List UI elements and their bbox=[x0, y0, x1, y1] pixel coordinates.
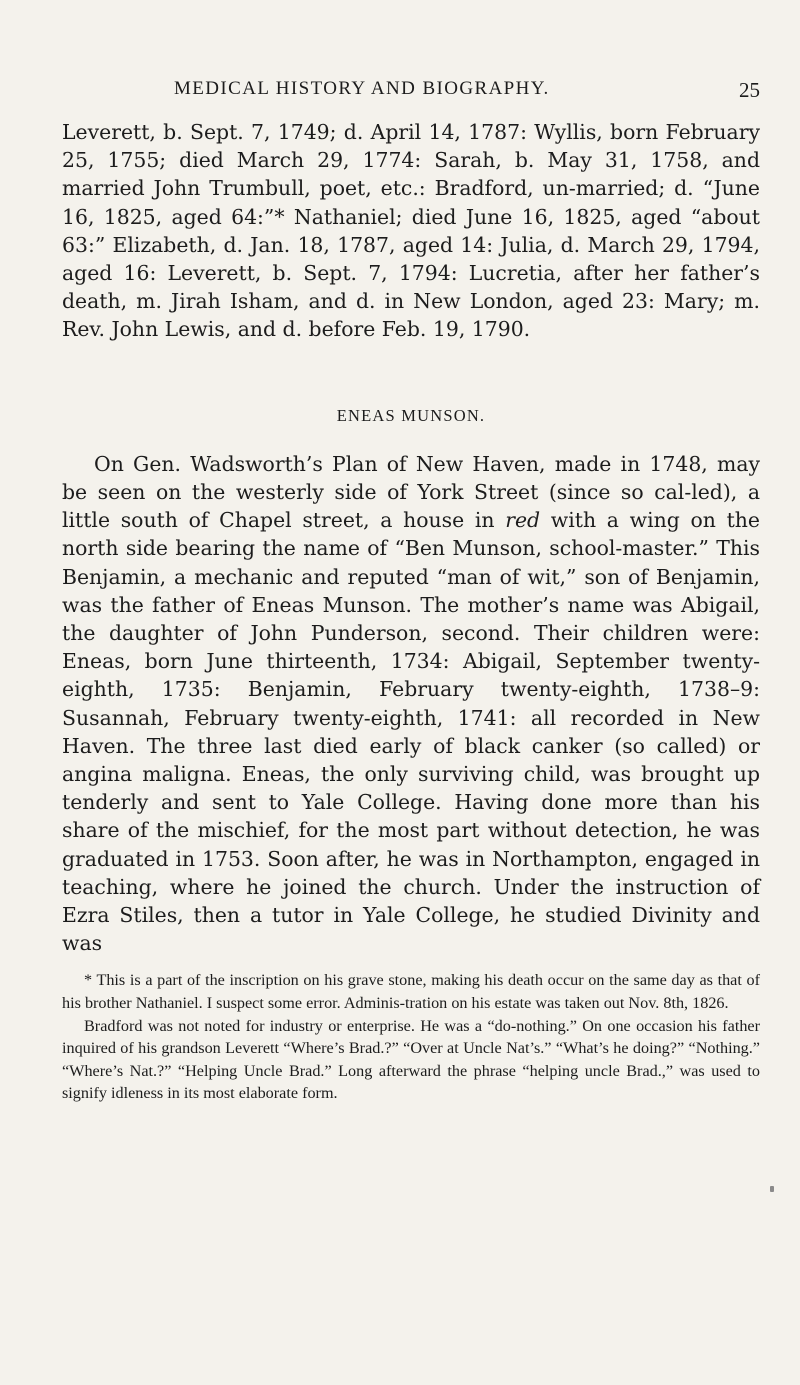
footnote-bradford: Bradford was not noted for industry or enterprise. He was a “do-nothing.” On one occasion his father inquired of his grandson Leverett “Where’s Brad.?” “Over at Uncle Nat’s.” “What’s he doing?” “Nothing.” “Where’s Nat.?” “Helping Uncle Brad.” Long afterward the phrase “helping uncle Brad.,” was used to signify idleness in its most elaborate form. bbox=[62, 1016, 760, 1103]
running-head bbox=[62, 78, 760, 112]
italic-word-red: red bbox=[505, 508, 541, 533]
footnote-grave-stone: * This is a part of the inscription on his grave stone, making his death occur on the same day as that of his brother Nathaniel. I suspect some error. Adminis-tration on his estate was taken out Nov. 8th, 1826. bbox=[62, 971, 760, 1013]
footnotes bbox=[62, 969, 760, 1105]
body-text bbox=[62, 118, 760, 957]
page-number: 25 bbox=[739, 78, 760, 102]
opening-paragraph: Leverett, b. Sept. 7, 1749; d. April 14, 1787: Wyllis, born February 25, 1755; died March 29, 1774: Sarah, b. May 31, 1758, and married John Trumbull, poet, etc.: Bradford, un-married; d. “June 16, 1825, aged 64:”* Nathaniel; died June 16, 1825, aged “about 63:” Elizabeth, d. Jan. 18, 1787, aged 14: Julia, d. March 29, 1794, aged 16: Leverett, b. Sept. 7, 1794: Lucretia, after her father’s death, m. Jirah Isham, and d. in New London, aged 23: Mary; m. Rev. John Lewis, and d. before Feb. 19, 1790. bbox=[62, 120, 760, 342]
running-title: MEDICAL HISTORY AND BIOGRAPHY. bbox=[174, 78, 550, 99]
section-paragraph bbox=[62, 450, 760, 958]
margin-speck bbox=[770, 1186, 774, 1192]
section-paragraph-part-1: On Gen. Wadsworth’s Plan of New Haven, made in 1748, may be seen on the westerly side of York Street (since so cal-led), a little south of Chapel street, a house in bbox=[62, 451, 760, 533]
section-paragraph-part-2: with a wing on the north side bearing the name of “Ben Munson, school-master.” This Benjamin, a mechanic and reputed “man of wit,” son of Benjamin, was the father of Eneas Munson. The mother’s name was Abigail, the daughter of John Punderson, second. Their children were: Eneas, born June thirteenth, 1734: Abigail, September twenty-eighth, 1735: Benjamin, February twenty-eighth, 1738–9: Susannah, February twenty-eighth, 1741: all recorded in New Haven. The three last died early of black canker (so called) or angina maligna. Eneas, the only surviving child, was brought up tenderly and sent to Yale College. Having done more than his share of the mischief, for the most part without detection, he was graduated in 1753. Soon after, he was in Northampton, engaged in teaching, where he joined the church. Under the instruction of Ezra Stiles, then a tutor in Yale College, he studied Divinity and was bbox=[62, 508, 760, 956]
book-page bbox=[62, 78, 760, 1105]
section-heading: ENEAS MUNSON. bbox=[336, 405, 486, 425]
